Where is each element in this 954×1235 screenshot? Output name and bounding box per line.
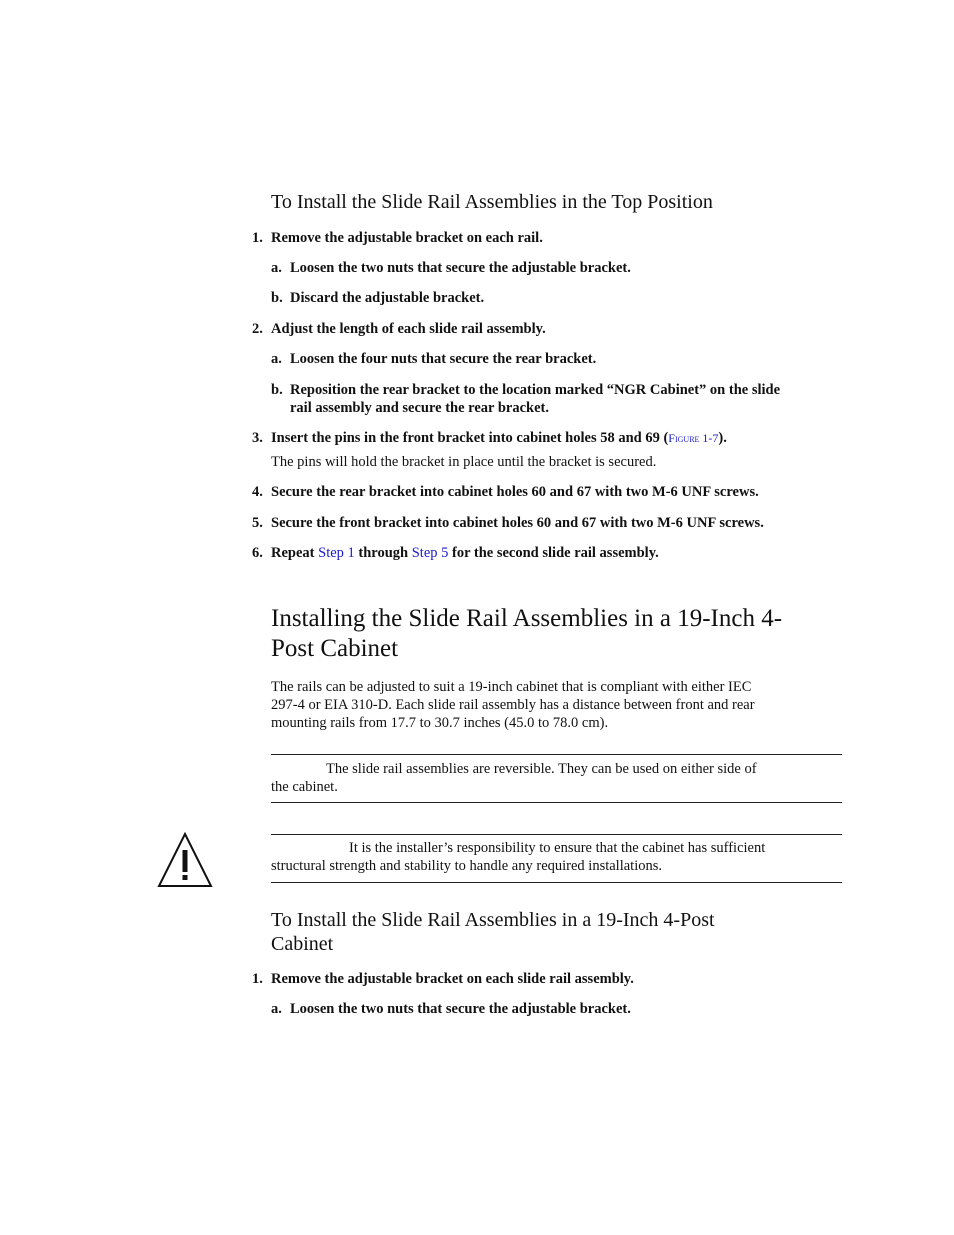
note-text-line-2: the cabinet. xyxy=(271,779,338,795)
procedure-heading-4post-line-1: To Install the Slide Rail Assemblies in a 19-Inch 4-Post xyxy=(271,909,715,931)
step-text: Remove the adjustable bracket on each rail. xyxy=(271,230,543,246)
section-heading-line-1: Installing the Slide Rail Assemblies in a 19-Inch 4- xyxy=(271,605,783,632)
caution-text-line-2: structural strength and stability to handle any required installations. xyxy=(271,858,663,874)
procedure-heading-4post-line-2: Cabinet xyxy=(271,933,334,955)
substep-letter: b. xyxy=(271,382,283,398)
intro-paragraph-line-1: The rails can be adjusted to suit a 19-inch cabinet that is compliant with either IEC xyxy=(271,679,752,695)
step-1-link[interactable]: Step 1 xyxy=(318,545,355,561)
substep-letter: a. xyxy=(271,260,282,276)
step-text: Secure the front bracket into cabinet holes 60 and 67 with two M-6 UNF screws. xyxy=(271,515,764,531)
step-text-part: Insert the pins in the front bracket into cabinet holes 58 and 69 ( xyxy=(271,430,669,446)
substep-letter: b. xyxy=(271,290,283,306)
step-text-part: for the second slide rail assembly. xyxy=(448,545,659,561)
caution-text-line-1: It is the installer’s responsibility to ensure that the cabinet has sufficient xyxy=(349,840,766,856)
figure-link[interactable]: Figure 1-7 xyxy=(668,431,719,445)
step-text-part: ). xyxy=(718,430,727,446)
section-heading-line-2: Post Cabinet xyxy=(271,635,399,662)
step-number: 6. xyxy=(252,545,263,561)
procedure-heading-top-position: To Install the Slide Rail Assemblies in the Top Position xyxy=(271,191,713,213)
substep-text-line-2: rail assembly and secure the rear bracket. xyxy=(290,400,549,416)
substep-letter: a. xyxy=(271,1001,282,1017)
step-number: 5. xyxy=(252,515,263,531)
note-top-rule xyxy=(271,754,842,755)
step-text-part: through xyxy=(354,545,412,561)
substep-text-line-1: Reposition the rear bracket to the location marked “NGR Cabinet” on the slide xyxy=(290,382,781,398)
step-number: 1. xyxy=(252,971,263,987)
intro-paragraph-line-2: 297-4 or EIA 310-D. Each slide rail assembly has a distance between front and rear xyxy=(271,697,755,713)
step-number: 2. xyxy=(252,321,263,337)
step-text-part: Repeat xyxy=(271,545,319,561)
step-text: Secure the rear bracket into cabinet holes 60 and 67 with two M-6 UNF screws. xyxy=(271,484,759,500)
step-text: Adjust the length of each slide rail assembly. xyxy=(271,321,546,337)
step-text: Remove the adjustable bracket on each slide rail assembly. xyxy=(271,971,634,987)
step-5-link[interactable]: Step 5 xyxy=(411,545,449,561)
substep-letter: a. xyxy=(271,351,282,367)
note-bottom-rule xyxy=(271,802,842,803)
step-text xyxy=(271,544,659,562)
step-3-note: The pins will hold the bracket in place until the bracket is secured. xyxy=(271,454,657,470)
substep-text: Loosen the two nuts that secure the adjustable bracket. xyxy=(290,260,631,276)
substep-text: Loosen the two nuts that secure the adjustable bracket. xyxy=(290,1001,631,1017)
step-number: 4. xyxy=(252,484,263,500)
caution-top-rule xyxy=(271,834,842,835)
substep-text: Loosen the four nuts that secure the rear bracket. xyxy=(290,351,597,367)
step-number: 1. xyxy=(252,230,263,246)
caution-warning-icon xyxy=(157,831,213,888)
step-number: 3. xyxy=(252,430,263,446)
intro-paragraph-line-3: mounting rails from 17.7 to 30.7 inches (45.0 to 78.0 cm). xyxy=(271,715,609,731)
note-text-line-1: The slide rail assemblies are reversible. They can be used on either side of xyxy=(326,761,757,777)
substep-text: Discard the adjustable bracket. xyxy=(290,290,485,306)
step-text xyxy=(271,429,727,447)
caution-bottom-rule xyxy=(271,882,842,883)
